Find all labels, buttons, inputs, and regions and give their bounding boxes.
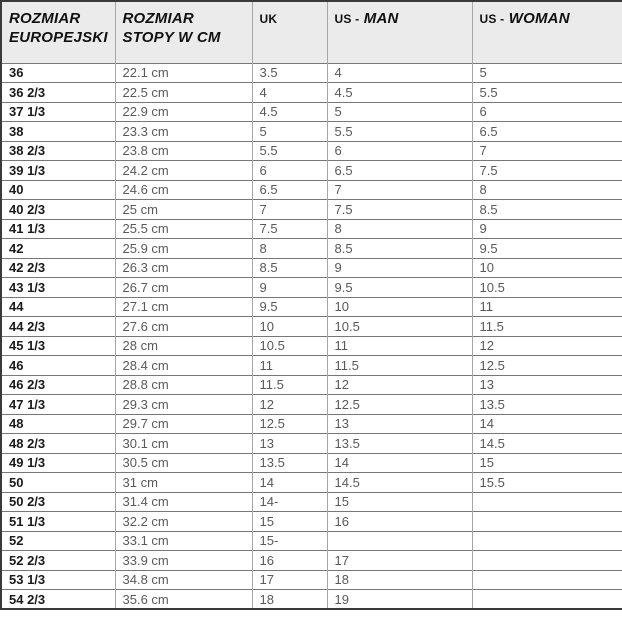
cell-eu-size: 42 [1,239,115,259]
cell-us-man: 4 [327,63,472,83]
cell-foot-length-cm: 28.4 cm [115,356,252,376]
column-header-us-woman-prefix: US - [479,12,505,26]
column-header-eu-size-label: ROZMIAR EUROPEJSKI [9,10,108,47]
cell-eu-size: 54 2/3 [1,590,115,610]
cell-uk: 4.5 [252,102,327,122]
table-row [1,161,622,181]
cell-us-man: 9.5 [327,278,472,298]
cell-us-man: 9 [327,258,472,278]
cell-eu-size: 43 1/3 [1,278,115,298]
cell-us-woman: 7.5 [472,161,622,181]
table-row [1,492,622,512]
cell-us-woman [472,531,622,551]
cell-foot-length-cm: 25.5 cm [115,219,252,239]
cell-uk: 4 [252,83,327,103]
cell-foot-length-cm: 28 cm [115,336,252,356]
cell-us-woman: 5.5 [472,83,622,103]
cell-uk: 8 [252,239,327,259]
cell-foot-length-cm: 26.7 cm [115,278,252,298]
column-header-us-woman [472,1,622,63]
cell-us-woman: 9.5 [472,239,622,259]
cell-us-woman: 10.5 [472,278,622,298]
table-row [1,453,622,473]
cell-us-woman: 8 [472,180,622,200]
cell-foot-length-cm: 25 cm [115,200,252,220]
column-header-eu-size [1,1,115,63]
header-row [1,1,622,63]
cell-us-man: 18 [327,570,472,590]
table-row [1,180,622,200]
cell-uk: 11.5 [252,375,327,395]
cell-us-woman: 15.5 [472,473,622,493]
cell-foot-length-cm: 28.8 cm [115,375,252,395]
cell-us-man: 6.5 [327,161,472,181]
column-header-uk [252,1,327,63]
cell-eu-size: 49 1/3 [1,453,115,473]
cell-eu-size: 52 [1,531,115,551]
cell-foot-length-cm: 32.2 cm [115,512,252,532]
cell-foot-length-cm: 29.3 cm [115,395,252,415]
cell-us-woman: 15 [472,453,622,473]
cell-us-woman: 12 [472,336,622,356]
cell-foot-length-cm: 25.9 cm [115,239,252,259]
cell-eu-size: 51 1/3 [1,512,115,532]
cell-us-man: 6 [327,141,472,161]
cell-us-man: 11.5 [327,356,472,376]
table-row [1,102,622,122]
cell-us-woman: 12.5 [472,356,622,376]
cell-uk: 9.5 [252,297,327,317]
cell-us-man: 19 [327,590,472,610]
cell-us-man: 8 [327,219,472,239]
cell-foot-length-cm: 22.9 cm [115,102,252,122]
cell-uk: 17 [252,570,327,590]
cell-eu-size: 38 2/3 [1,141,115,161]
table-row [1,317,622,337]
cell-us-woman: 6.5 [472,122,622,142]
cell-us-man: 10 [327,297,472,317]
cell-foot-length-cm: 30.5 cm [115,453,252,473]
cell-foot-length-cm: 30.1 cm [115,434,252,454]
cell-us-woman: 13.5 [472,395,622,415]
cell-uk: 15- [252,531,327,551]
cell-us-woman: 9 [472,219,622,239]
table-row [1,141,622,161]
cell-eu-size: 50 2/3 [1,492,115,512]
cell-eu-size: 52 2/3 [1,551,115,571]
cell-eu-size: 46 [1,356,115,376]
table-row [1,512,622,532]
table-body [1,63,622,609]
cell-uk: 14- [252,492,327,512]
cell-us-man: 12.5 [327,395,472,415]
cell-foot-length-cm: 23.3 cm [115,122,252,142]
table-row [1,278,622,298]
cell-foot-length-cm: 24.6 cm [115,180,252,200]
cell-eu-size: 44 2/3 [1,317,115,337]
cell-uk: 15 [252,512,327,532]
cell-uk: 7.5 [252,219,327,239]
cell-us-man: 16 [327,512,472,532]
cell-us-man: 14.5 [327,473,472,493]
table-row [1,414,622,434]
cell-us-woman: 10 [472,258,622,278]
table-row [1,473,622,493]
cell-eu-size: 50 [1,473,115,493]
table-row [1,531,622,551]
cell-eu-size: 38 [1,122,115,142]
table-row [1,375,622,395]
cell-eu-size: 36 2/3 [1,83,115,103]
cell-eu-size: 44 [1,297,115,317]
cell-uk: 16 [252,551,327,571]
cell-eu-size: 36 [1,63,115,83]
cell-foot-length-cm: 29.7 cm [115,414,252,434]
cell-eu-size: 37 1/3 [1,102,115,122]
cell-foot-length-cm: 23.8 cm [115,141,252,161]
table-row [1,590,622,610]
cell-uk: 13.5 [252,453,327,473]
cell-eu-size: 40 [1,180,115,200]
cell-us-woman [472,551,622,571]
cell-foot-length-cm: 33.9 cm [115,551,252,571]
column-header-us-man [327,1,472,63]
table-row [1,219,622,239]
cell-eu-size: 46 2/3 [1,375,115,395]
cell-us-woman: 14 [472,414,622,434]
table-row [1,83,622,103]
cell-uk: 11 [252,356,327,376]
cell-foot-length-cm: 22.5 cm [115,83,252,103]
cell-eu-size: 41 1/3 [1,219,115,239]
cell-eu-size: 40 2/3 [1,200,115,220]
cell-uk: 12 [252,395,327,415]
table-row [1,336,622,356]
cell-us-woman [472,590,622,610]
cell-uk: 13 [252,434,327,454]
cell-us-woman: 7 [472,141,622,161]
cell-foot-length-cm: 33.1 cm [115,531,252,551]
cell-us-man: 10.5 [327,317,472,337]
cell-us-woman: 13 [472,375,622,395]
cell-uk: 9 [252,278,327,298]
cell-foot-length-cm: 31.4 cm [115,492,252,512]
cell-foot-length-cm: 35.6 cm [115,590,252,610]
cell-us-woman [472,492,622,512]
cell-uk: 6.5 [252,180,327,200]
table-row [1,434,622,454]
cell-eu-size: 39 1/3 [1,161,115,181]
cell-us-woman: 8.5 [472,200,622,220]
column-header-foot-length-cm [115,1,252,63]
cell-us-man: 11 [327,336,472,356]
cell-eu-size: 53 1/3 [1,570,115,590]
cell-uk: 7 [252,200,327,220]
cell-us-man: 5.5 [327,122,472,142]
table-row [1,200,622,220]
cell-us-man [327,531,472,551]
table-row [1,63,622,83]
cell-foot-length-cm: 26.3 cm [115,258,252,278]
table-row [1,258,622,278]
cell-us-woman: 14.5 [472,434,622,454]
cell-us-man: 4.5 [327,83,472,103]
cell-us-man: 17 [327,551,472,571]
cell-us-man: 7 [327,180,472,200]
table-row [1,239,622,259]
cell-eu-size: 48 [1,414,115,434]
cell-us-man: 5 [327,102,472,122]
column-header-us-man-label: MAN [363,10,399,27]
cell-uk: 10 [252,317,327,337]
cell-us-man: 12 [327,375,472,395]
cell-us-woman [472,512,622,532]
cell-eu-size: 47 1/3 [1,395,115,415]
table-row [1,395,622,415]
cell-uk: 12.5 [252,414,327,434]
column-header-us-man-prefix: US - [334,12,360,26]
table-row [1,551,622,571]
cell-foot-length-cm: 27.1 cm [115,297,252,317]
cell-us-woman [472,570,622,590]
cell-foot-length-cm: 31 cm [115,473,252,493]
cell-eu-size: 42 2/3 [1,258,115,278]
column-header-us-woman-label: WOMAN [508,10,570,27]
column-header-foot-length-cm-label: ROZMIAR STOPY W CM [122,10,221,47]
cell-us-man: 13.5 [327,434,472,454]
cell-foot-length-cm: 27.6 cm [115,317,252,337]
cell-uk: 3.5 [252,63,327,83]
table-row [1,297,622,317]
cell-foot-length-cm: 24.2 cm [115,161,252,181]
cell-us-woman: 6 [472,102,622,122]
cell-eu-size: 48 2/3 [1,434,115,454]
cell-uk: 5 [252,122,327,142]
cell-uk: 5.5 [252,141,327,161]
cell-foot-length-cm: 34.8 cm [115,570,252,590]
cell-uk: 18 [252,590,327,610]
cell-uk: 14 [252,473,327,493]
column-header-uk-label: UK [259,12,278,26]
table-row [1,570,622,590]
cell-eu-size: 45 1/3 [1,336,115,356]
cell-uk: 10.5 [252,336,327,356]
cell-us-woman: 5 [472,63,622,83]
cell-uk: 8.5 [252,258,327,278]
cell-us-man: 8.5 [327,239,472,259]
table-header [1,1,622,63]
table-row [1,122,622,142]
cell-us-man: 14 [327,453,472,473]
cell-foot-length-cm: 22.1 cm [115,63,252,83]
cell-us-woman: 11 [472,297,622,317]
cell-uk: 6 [252,161,327,181]
cell-us-man: 7.5 [327,200,472,220]
cell-us-woman: 11.5 [472,317,622,337]
cell-us-man: 13 [327,414,472,434]
table-row [1,356,622,376]
cell-us-man: 15 [327,492,472,512]
